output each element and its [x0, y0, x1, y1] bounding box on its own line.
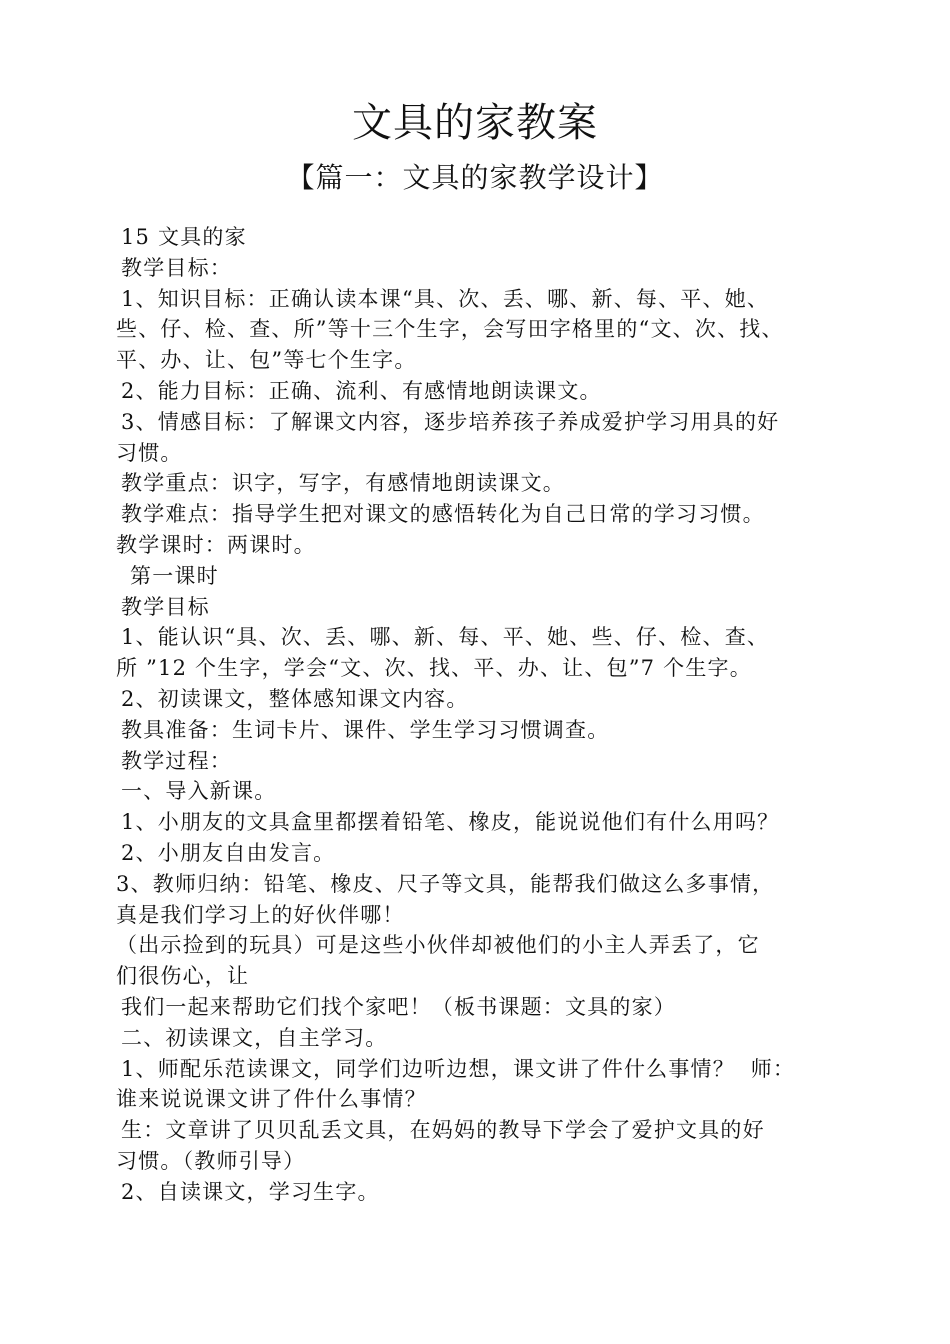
body-line: 平、办、让、包”等七个生字。 [116, 348, 417, 373]
body-line: 2、自读课文，学习生字。 [121, 1179, 380, 1204]
body-line: 1、小朋友的文具盒里都摆着铅笔、橡皮，能说说他们有什么用吗？ [121, 810, 780, 835]
body-line: 2、初读课文，整体感知课文内容。 [121, 686, 469, 711]
body-line: 第一课时 [130, 563, 219, 588]
body-line: 15 文具的家 [121, 225, 247, 249]
body-line: 真是我们学习上的好伙伴哪！ [116, 902, 405, 927]
body-line: 教学难点：指导学生把对课文的感悟转化为自己日常的学习习惯。 [121, 502, 765, 527]
document-title: 文具的家教案 [352, 100, 598, 146]
body-line: 谁来说说课文讲了件什么事情？ [116, 1087, 427, 1112]
body-line: 一、导入新课。 [121, 779, 277, 804]
body-line: 习惯。 [116, 440, 183, 465]
body-line: 教学过程： [121, 748, 232, 773]
body-line: 我们一起来帮助它们找个家吧！（板书课题：文具的家） [121, 994, 676, 1019]
body-line: 3、教师归纳：铅笔、橡皮、尺子等文具，能帮我们做这么多事情， [116, 871, 775, 896]
body-line: 1、能认识“具、次、丢、哪、新、每、平、她、些、仔、检、查、 [121, 625, 770, 650]
body-line: 教具准备：生词卡片、课件、学生学习习惯调查。 [121, 717, 610, 742]
document-subtitle: 【篇一：文具的家教学设计】 [286, 161, 664, 194]
body-line: 2、小朋友自由发言。 [121, 840, 336, 865]
document-body [116, 222, 856, 1208]
body-line: 3、情感目标：了解课文内容，逐步培养孩子养成爱护学习用具的好 [121, 409, 780, 434]
body-line: 教学目标 [121, 594, 210, 619]
body-line: 习惯。（教师引导） [116, 1148, 306, 1173]
body-line: 们很伤心，让 [116, 964, 250, 989]
body-line: 些、仔、检、查、所”等十三个生字，会写田字格里的“文、次、找、 [116, 317, 784, 342]
body-line: 所 ”12 个生字，学会“文、次、找、平、办、让、包”7 个生字。 [116, 656, 752, 681]
body-line: 教学重点：识字，写字，有感情地朗读课文。 [121, 471, 565, 496]
body-line: 二、初读课文，自主学习。 [121, 1025, 388, 1050]
body-line: 教学目标： [121, 255, 232, 280]
body-line: 1、知识目标：正确认读本课“具、次、丢、哪、新、每、平、她、 [121, 286, 770, 311]
body-line: 教学课时：两课时。 [116, 532, 316, 557]
body-line: 生：文章讲了贝贝乱丢文具，在妈妈的教导下学会了爱护文具的好 [121, 1118, 765, 1143]
body-line: 1、师配乐范读课文，同学们边听边想，课文讲了件什么事情？ 师： [121, 1056, 796, 1081]
body-line: 2、能力目标：正确、流利、有感情地朗读课文。 [121, 378, 602, 403]
body-line: （出示捡到的玩具）可是这些小伙伴却被他们的小主人弄丢了，它 [116, 933, 760, 958]
